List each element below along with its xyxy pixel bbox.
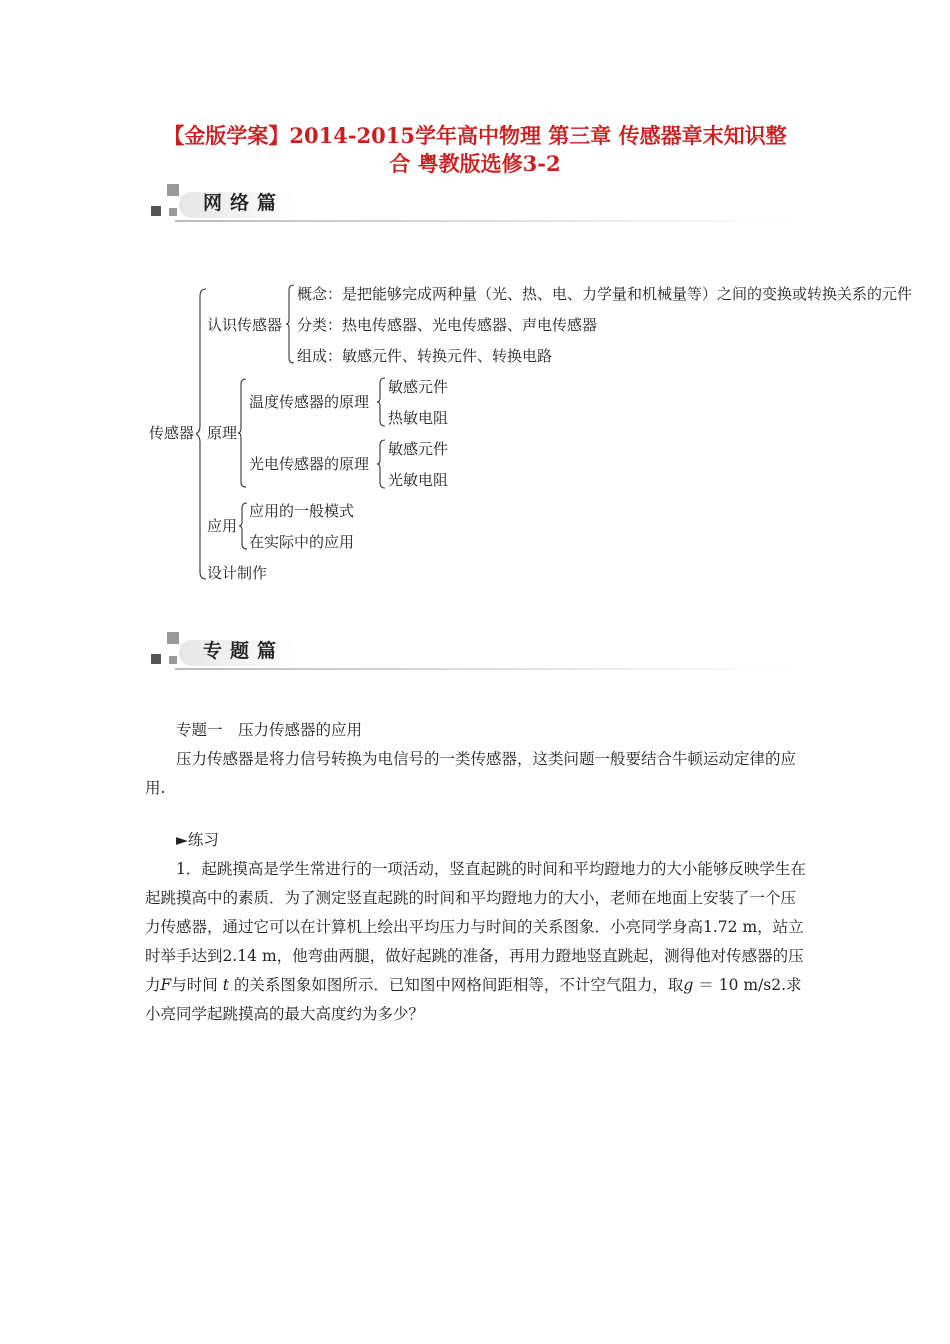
application-item-node: 应用的一般模式 <box>249 502 355 520</box>
recognize-node: 认识传感器 <box>207 316 283 334</box>
title-line-1: 【金版学案】2014-2015学年高中物理 第三章 传感器章末知识整 <box>163 123 787 148</box>
photo-item-node: 光敏电阻 <box>388 471 449 489</box>
concept-node: 概念：是把能够完成两种量（光、热、电、力学量和机械量等）之间的变换或转换关系的元件 <box>297 285 913 303</box>
section-banner-network <box>145 182 305 226</box>
title-line-2: 合 粤教版选修3-2 <box>389 151 561 176</box>
temp-item-node: 敏感元件 <box>388 378 449 396</box>
compose-node: 组成：敏感元件、转换元件、转换电路 <box>297 347 553 365</box>
decor-square <box>151 654 161 664</box>
section-title: 专题篇 <box>203 640 285 662</box>
question-text: ＝ 10 m/s2.求小亮同学起跳摸高的最大高度约为多少？ <box>145 976 802 1023</box>
temp-item-node: 热敏电阻 <box>388 409 449 427</box>
classify-node: 分类：热电传感器、光电传感器、声电传感器 <box>297 316 598 334</box>
topic-intro: 压力传感器是将力信号转换为电信号的一类传感器，这类问题一般要结合牛顿运动定律的应用. <box>145 750 797 797</box>
root-node: 传感器 <box>149 424 195 442</box>
topic-heading: 专题一 压力传感器的应用 <box>176 721 363 739</box>
question-text: 与时间 <box>171 976 218 994</box>
variable-t: t <box>222 976 229 994</box>
photo-principle-node: 光电传感器的原理 <box>249 455 370 473</box>
banner-rule <box>175 220 795 222</box>
application-brace <box>239 502 249 550</box>
recognize-brace <box>286 284 296 364</box>
decor-square <box>169 208 177 216</box>
banner-rule <box>175 668 795 670</box>
photo-item-node: 敏感元件 <box>388 440 449 458</box>
exercise-question <box>145 855 810 1029</box>
decor-square <box>169 656 177 664</box>
application-item-node: 在实际中的应用 <box>249 533 355 551</box>
section-banner-topics <box>145 630 305 674</box>
principle-node: 原理 <box>207 424 238 442</box>
document-title <box>120 122 830 178</box>
section-title: 网络篇 <box>203 192 285 214</box>
exercise-label: ►练习 <box>176 831 219 849</box>
temp-principle-node: 温度传感器的原理 <box>249 393 370 411</box>
design-node: 设计制作 <box>207 564 268 582</box>
decor-square <box>167 632 179 644</box>
question-text: 1．起跳摸高是学生常进行的一项活动，竖直起跳的时间和平均蹬地力的大小能够反映学生在起跳摸高中的素质．为了测定竖直起跳的时间和平均蹬地力的大小，老师在地面上安装了一个压力传感器，通过它可以在计算机上绘出平均压力与时间的关系图象．小亮同学身高1.72 m，站立时举手达到2.14 m，他弯曲两腿，做好起跳的准备，再用力蹬地竖直跳起，测得他对传感器的压力 <box>145 860 806 994</box>
temp-brace <box>377 377 387 427</box>
application-node: 应用 <box>207 517 238 535</box>
question-text: 的关系图象如图所示．已知图中网格间距相等，不计空气阻力，取 <box>233 976 684 994</box>
decor-square <box>151 206 161 216</box>
decor-square <box>167 184 179 196</box>
principle-brace <box>238 378 248 488</box>
photo-brace <box>377 439 387 489</box>
variable-g: g <box>683 976 694 994</box>
variable-f: F <box>160 976 172 994</box>
